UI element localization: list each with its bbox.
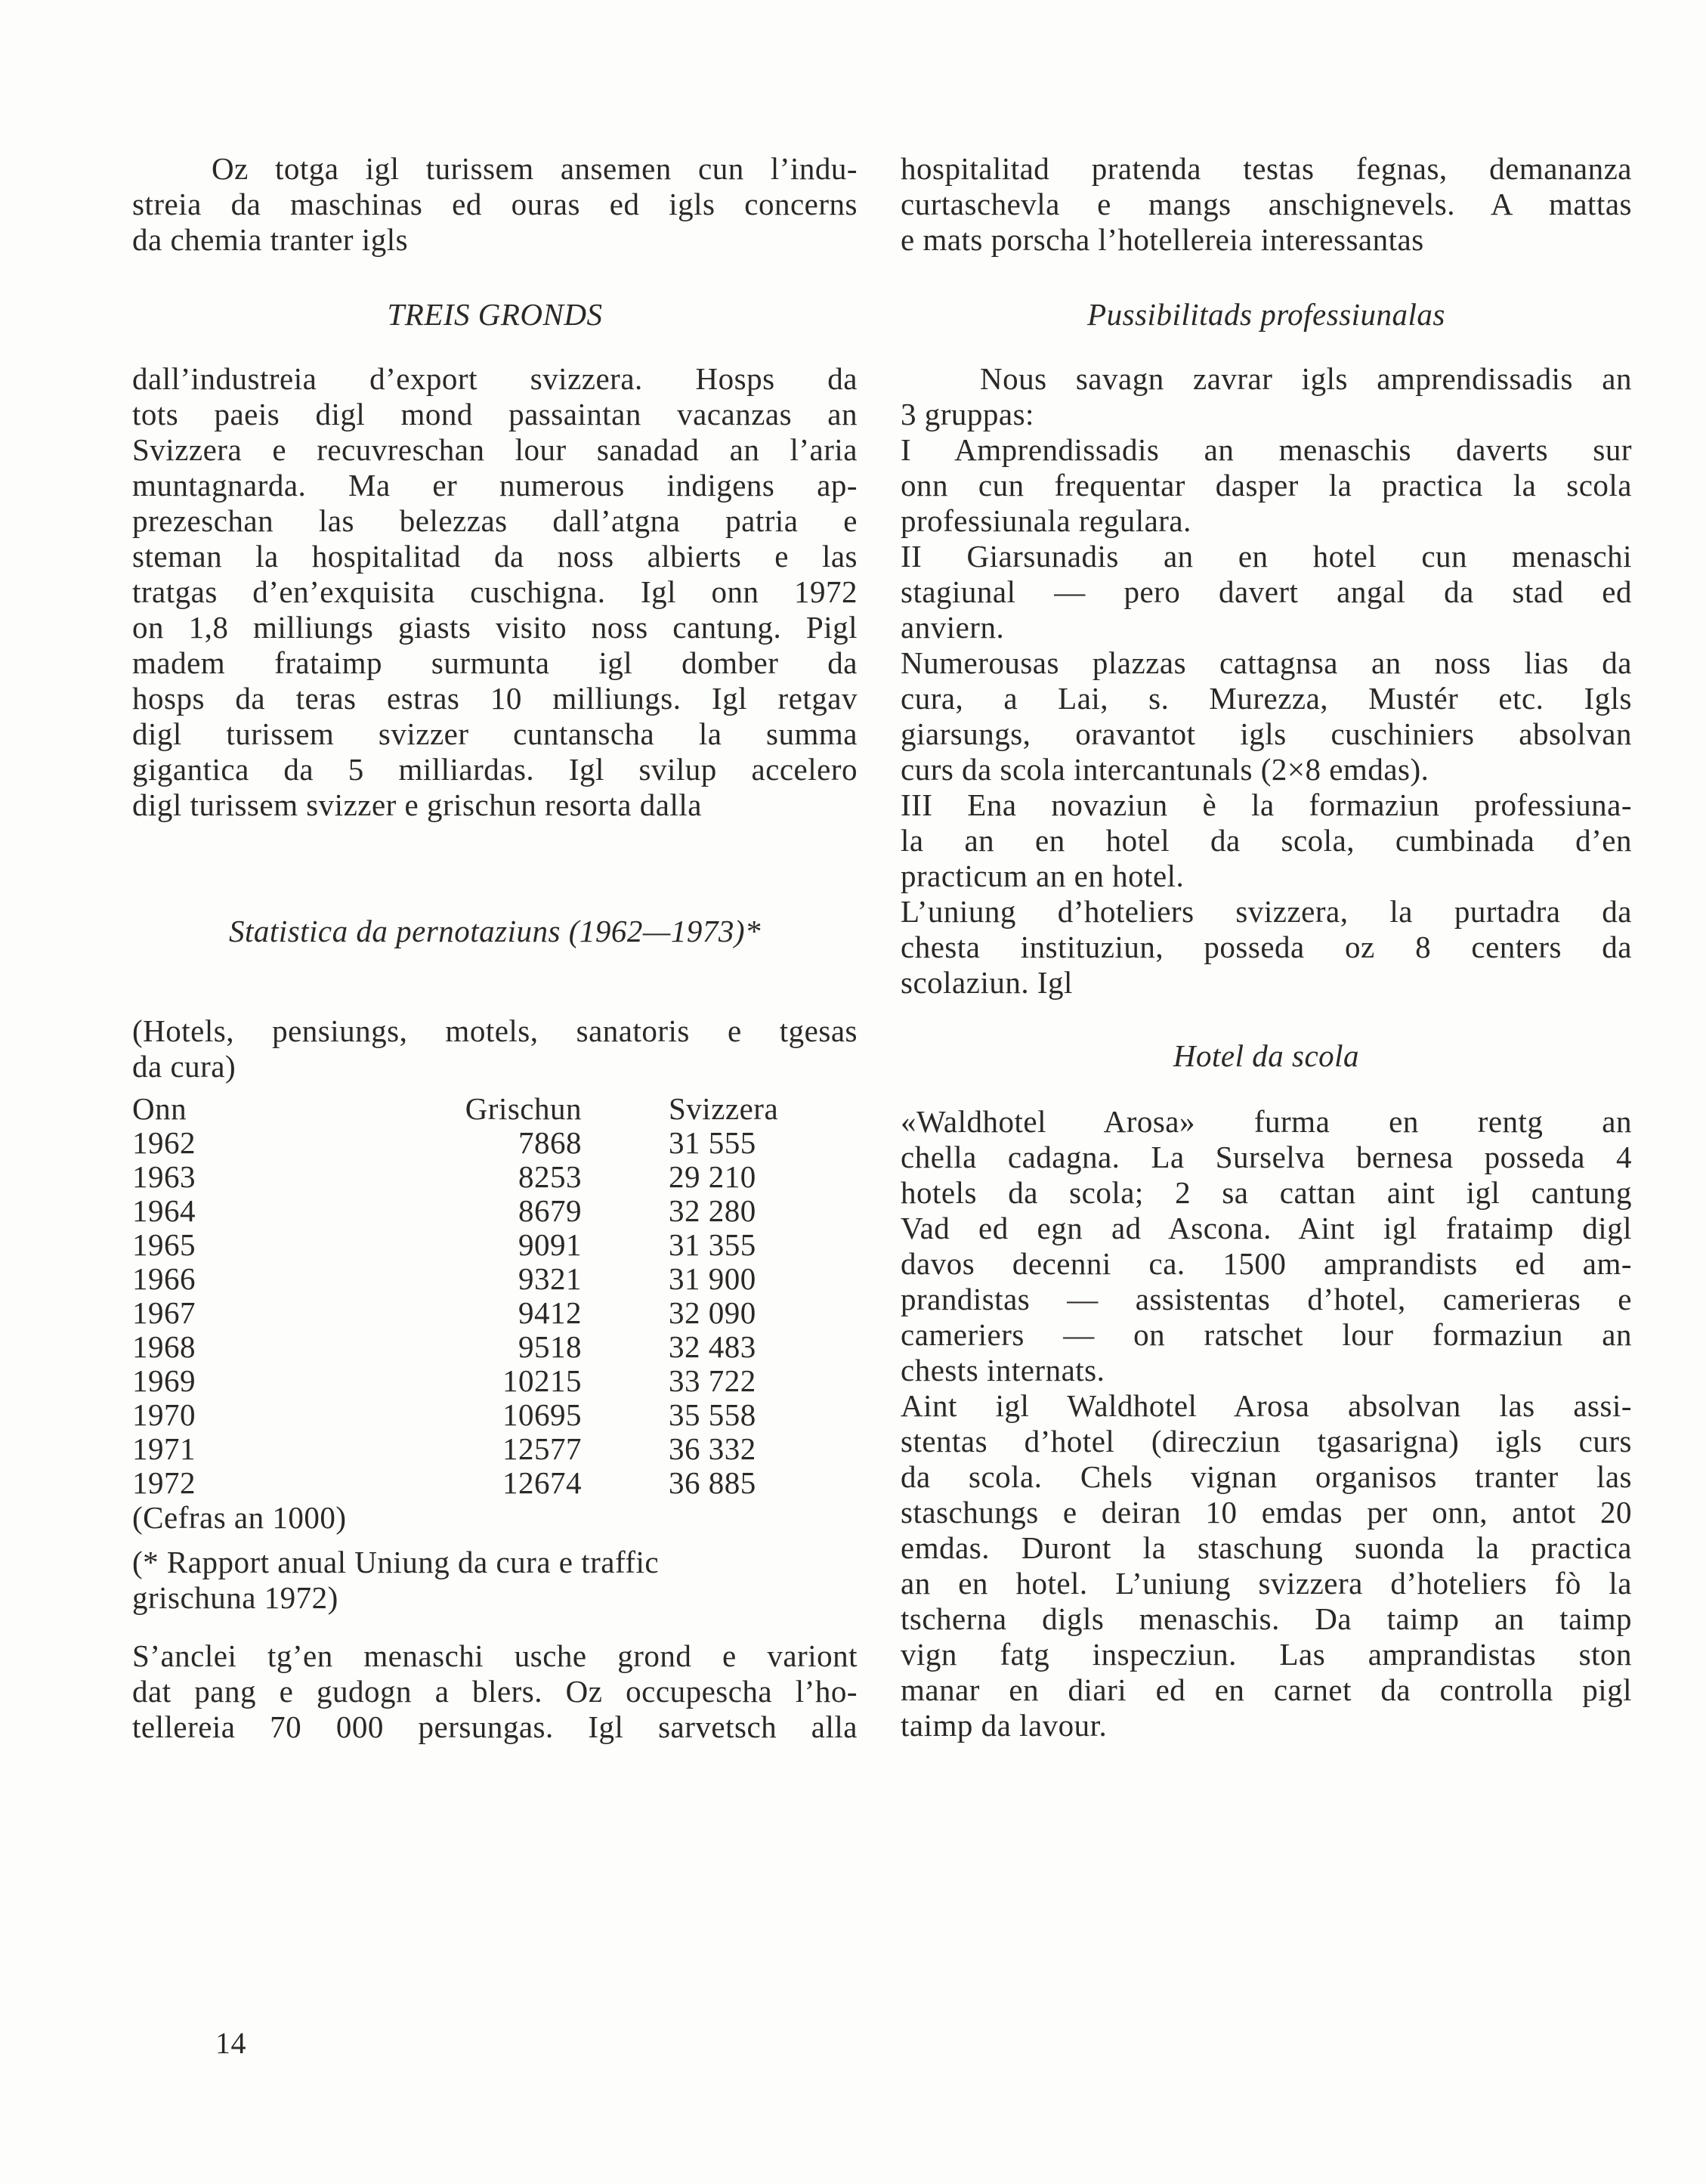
- paragraph-aint-waldhotel: [901, 1388, 1632, 1743]
- table-row: [132, 1160, 858, 1194]
- paragraph-nous: [901, 361, 1632, 432]
- table-cell-svizzera: 32 090: [669, 1295, 756, 1330]
- paragraph-sanclei: [132, 1638, 858, 1745]
- text-line: emdas. Duront la staschung suonda la practica: [901, 1530, 1632, 1565]
- table-cell-svizzera: 36 332: [669, 1431, 756, 1466]
- text-line: Nous savagn zavrar igls amprendissadis an: [980, 361, 1632, 396]
- table-row: [132, 1296, 858, 1330]
- text-line: e mats porscha l’hotellereia interessantas: [901, 222, 1424, 257]
- text-line: staschungs e deiran 10 emdas per onn, antot 20: [901, 1495, 1632, 1530]
- text-line: dat pang e gudogn a blers. Oz occupescha l’ho-: [132, 1674, 858, 1709]
- text-line: «Waldhotel Arosa» furma en rentg an: [901, 1104, 1632, 1139]
- text-line: da scola. Chels vignan organisos tranter las: [901, 1459, 1632, 1494]
- text-line: chella cadagna. La Surselva bernesa posseda 4: [901, 1140, 1632, 1174]
- text-line: prandistas — assistentas d’hotel, camerieras e: [901, 1282, 1632, 1316]
- text-line: (* Rapport anual Uniung da cura e traffic: [132, 1545, 660, 1579]
- table-body: [132, 1126, 858, 1500]
- table-cell-grischun: 9091: [518, 1227, 582, 1262]
- text-line: prezeschan las belezzas dall’atgna patria e: [132, 503, 858, 538]
- text-line: taimp da lavour.: [901, 1708, 1108, 1743]
- table-row: [132, 1398, 858, 1432]
- table-cell-year: 1967: [132, 1295, 196, 1330]
- table-cell-year: 1972: [132, 1465, 196, 1500]
- text-line: da cura): [132, 1049, 236, 1084]
- paragraph-hospitalitad: [901, 151, 1632, 258]
- table-header-grischun: Grischun: [465, 1091, 582, 1126]
- text-line: stagiunal — pero davert angal da stad ed: [901, 574, 1632, 609]
- table-cell-svizzera: 31 355: [669, 1227, 756, 1262]
- text-line: on 1,8 milliungs giasts visito noss cantung. Pigl: [132, 610, 858, 645]
- text-line: chesta instituziun, posseda oz 8 centers da: [901, 930, 1632, 964]
- text-line: Vad ed egn ad Ascona. Aint igl frataimp digl: [901, 1211, 1632, 1245]
- section-heading-pussibilitads: Pussibilitads professiunalas: [1087, 297, 1445, 332]
- text-line: S’anclei tg’en menaschi usche grond e variont: [132, 1638, 858, 1673]
- section-heading-hotel-da-scola: Hotel da scola: [1173, 1038, 1360, 1073]
- section-heading-treis-gronds: TREIS GRONDS: [387, 297, 603, 332]
- text-line: anviern.: [901, 610, 1005, 645]
- table-cell-svizzera: 32 483: [669, 1329, 756, 1364]
- table-cell-svizzera: 32 280: [669, 1193, 756, 1228]
- paragraph-plazzas: [901, 645, 1632, 787]
- text-line: dall’industreia d’export svizzera. Hosps da: [132, 361, 858, 396]
- text-line: digl turissem svizzer cuntanscha la summa: [132, 716, 858, 751]
- text-line: hosps da teras estras 10 milliungs. Igl retgav: [132, 681, 858, 716]
- text-line: scolaziun. Igl: [901, 965, 1073, 1000]
- text-line: chests internats.: [901, 1353, 1105, 1387]
- left-column: [132, 151, 858, 1745]
- table-cell-year: 1968: [132, 1329, 196, 1364]
- statistics-table: [132, 1092, 858, 1500]
- table-row: [132, 1432, 858, 1466]
- table-cell-svizzera: 29 210: [669, 1159, 756, 1194]
- table-cell-grischun: 7868: [518, 1125, 582, 1160]
- text-line: an en hotel. L’uniung svizzera d’hoteliers fò la: [901, 1566, 1632, 1601]
- table-cell-svizzera: 31 900: [669, 1261, 756, 1296]
- table-header-row: [132, 1092, 858, 1126]
- text-line: vign fatg inspecziun. Las amprandistas ston: [901, 1637, 1632, 1672]
- text-line: Aint igl Waldhotel Arosa absolvan las assi-: [901, 1388, 1632, 1423]
- text-line: Oz totga igl turissem ansemen cun l’indu-: [212, 151, 858, 186]
- table-cell-svizzera: 33 722: [669, 1363, 756, 1398]
- text-line: practicum an en hotel.: [901, 858, 1185, 893]
- table-cell-grischun: 10695: [502, 1397, 582, 1432]
- paragraph-group2: [901, 539, 1632, 645]
- table-row: [132, 1262, 858, 1296]
- paragraph-group1: [901, 432, 1632, 539]
- text-line: I Amprendissadis an menaschis daverts sur: [901, 432, 1632, 467]
- table-cell-year: 1969: [132, 1363, 196, 1398]
- table-cell-grischun: 12674: [502, 1465, 582, 1500]
- paragraph-tourism: [132, 361, 858, 823]
- table-cell-grischun: 9412: [518, 1295, 582, 1330]
- paragraph-waldhotel: [901, 1104, 1632, 1388]
- text-line: II Giarsunadis an en hotel cun menaschi: [901, 539, 1632, 574]
- table-cell-grischun: 12577: [502, 1431, 582, 1466]
- table-cell-grischun: 9321: [518, 1261, 582, 1296]
- table-cell-year: 1966: [132, 1261, 196, 1296]
- text-line: professiunala regulara.: [901, 503, 1191, 538]
- table-cell-year: 1970: [132, 1397, 196, 1432]
- paragraph-intro: [132, 151, 858, 258]
- section-heading-statistics: Statistica da pernotaziuns (1962—1973)*: [229, 914, 761, 948]
- table-cell-year: 1965: [132, 1227, 196, 1262]
- paragraph-group3: [901, 787, 1632, 894]
- text-line: 3 gruppas:: [901, 397, 1034, 432]
- table-row: [132, 1228, 858, 1262]
- table-caption: (Cefras an 1000): [132, 1500, 347, 1535]
- text-line: steman la hospitalitad da noss albierts e las: [132, 539, 858, 574]
- footnote: [132, 1545, 858, 1616]
- right-column: [901, 151, 1632, 1743]
- paragraph-table-note: [132, 1013, 858, 1084]
- text-line: davos decenni ca. 1500 amprandists ed am-: [901, 1246, 1632, 1281]
- table-row: [132, 1466, 858, 1500]
- text-line: III Ena novaziun è la formaziun professiuna-: [901, 787, 1632, 822]
- text-line: hospitalitad pratenda testas fegnas, demananza: [901, 151, 1632, 186]
- table-cell-grischun: 8679: [518, 1193, 582, 1228]
- text-line: tots paeis digl mond passaintan vacanzas an: [132, 397, 858, 432]
- text-line: cura, a Lai, s. Murezza, Mustér etc. Igls: [901, 681, 1632, 716]
- table-row: [132, 1364, 858, 1398]
- table-header-onn: Onn: [132, 1091, 187, 1126]
- table-cell-year: 1964: [132, 1193, 196, 1228]
- text-line: tellereia 70 000 persungas. Igl sarvetsch alla: [132, 1709, 858, 1744]
- text-line: tscherna digls menaschis. Da taimp an taimp: [901, 1601, 1632, 1636]
- text-line: cameriers — on ratschet lour formaziun an: [901, 1317, 1632, 1352]
- paragraph-uniung: [901, 894, 1632, 1001]
- text-line: (Hotels, pensiungs, motels, sanatoris e tgesas: [132, 1013, 858, 1048]
- text-line: hotels da scola; 2 sa cattan aint igl cantung: [901, 1175, 1632, 1210]
- text-line: digl turissem svizzer e grischun resorta dalla: [132, 787, 702, 822]
- table-row: [132, 1126, 858, 1160]
- text-line: curs da scola intercantunals (2×8 emdas).: [901, 752, 1429, 787]
- text-line: gigantica da 5 milliardas. Igl svilup accelero: [132, 752, 858, 787]
- table-cell-svizzera: 36 885: [669, 1465, 756, 1500]
- table-cell-grischun: 9518: [518, 1329, 582, 1364]
- text-line: Numerousas plazzas cattagnsa an noss lias da: [901, 645, 1632, 680]
- text-line: tratgas d’en’exquisita cuschigna. Igl onn 1972: [132, 574, 858, 609]
- text-line: stentas d’hotel (direcziun tgasarigna) igls curs: [901, 1424, 1632, 1459]
- text-line: giarsungs, oravantot igls cuschiniers absolvan: [901, 716, 1632, 751]
- table-cell-year: 1963: [132, 1159, 196, 1194]
- table-row: [132, 1330, 858, 1364]
- table-cell-svizzera: 31 555: [669, 1125, 756, 1160]
- table-header-svizzera: Svizzera: [669, 1091, 779, 1126]
- text-line: manar en diari ed en carnet da controlla pigl: [901, 1672, 1632, 1707]
- text-line: L’uniung d’hoteliers svizzera, la purtadra da: [901, 894, 1632, 929]
- page-number: 14: [215, 2026, 246, 2060]
- text-line: onn cun frequentar dasper la practica la scola: [901, 468, 1632, 503]
- text-line: streia da maschinas ed ouras ed igls concerns: [132, 187, 858, 221]
- text-line: curtaschevla e mangs anschignevels. A mattas: [901, 187, 1632, 221]
- table-cell-year: 1971: [132, 1431, 196, 1466]
- text-line: Svizzera e recuvreschan lour sanadad an l’aria: [132, 432, 858, 467]
- text-line: muntagnarda. Ma er numerous indigens ap-: [132, 468, 858, 503]
- text-line: la an en hotel da scola, cumbinada d’en: [901, 823, 1632, 858]
- text-line: da chemia tranter igls: [132, 222, 409, 257]
- text-line: madem frataimp surmunta igl domber da: [132, 645, 858, 680]
- table-cell-grischun: 10215: [502, 1363, 582, 1398]
- table-cell-year: 1962: [132, 1125, 196, 1160]
- table-row: [132, 1194, 858, 1228]
- text-line: grischuna 1972): [132, 1580, 338, 1615]
- table-cell-svizzera: 35 558: [669, 1397, 756, 1432]
- table-cell-grischun: 8253: [518, 1159, 582, 1194]
